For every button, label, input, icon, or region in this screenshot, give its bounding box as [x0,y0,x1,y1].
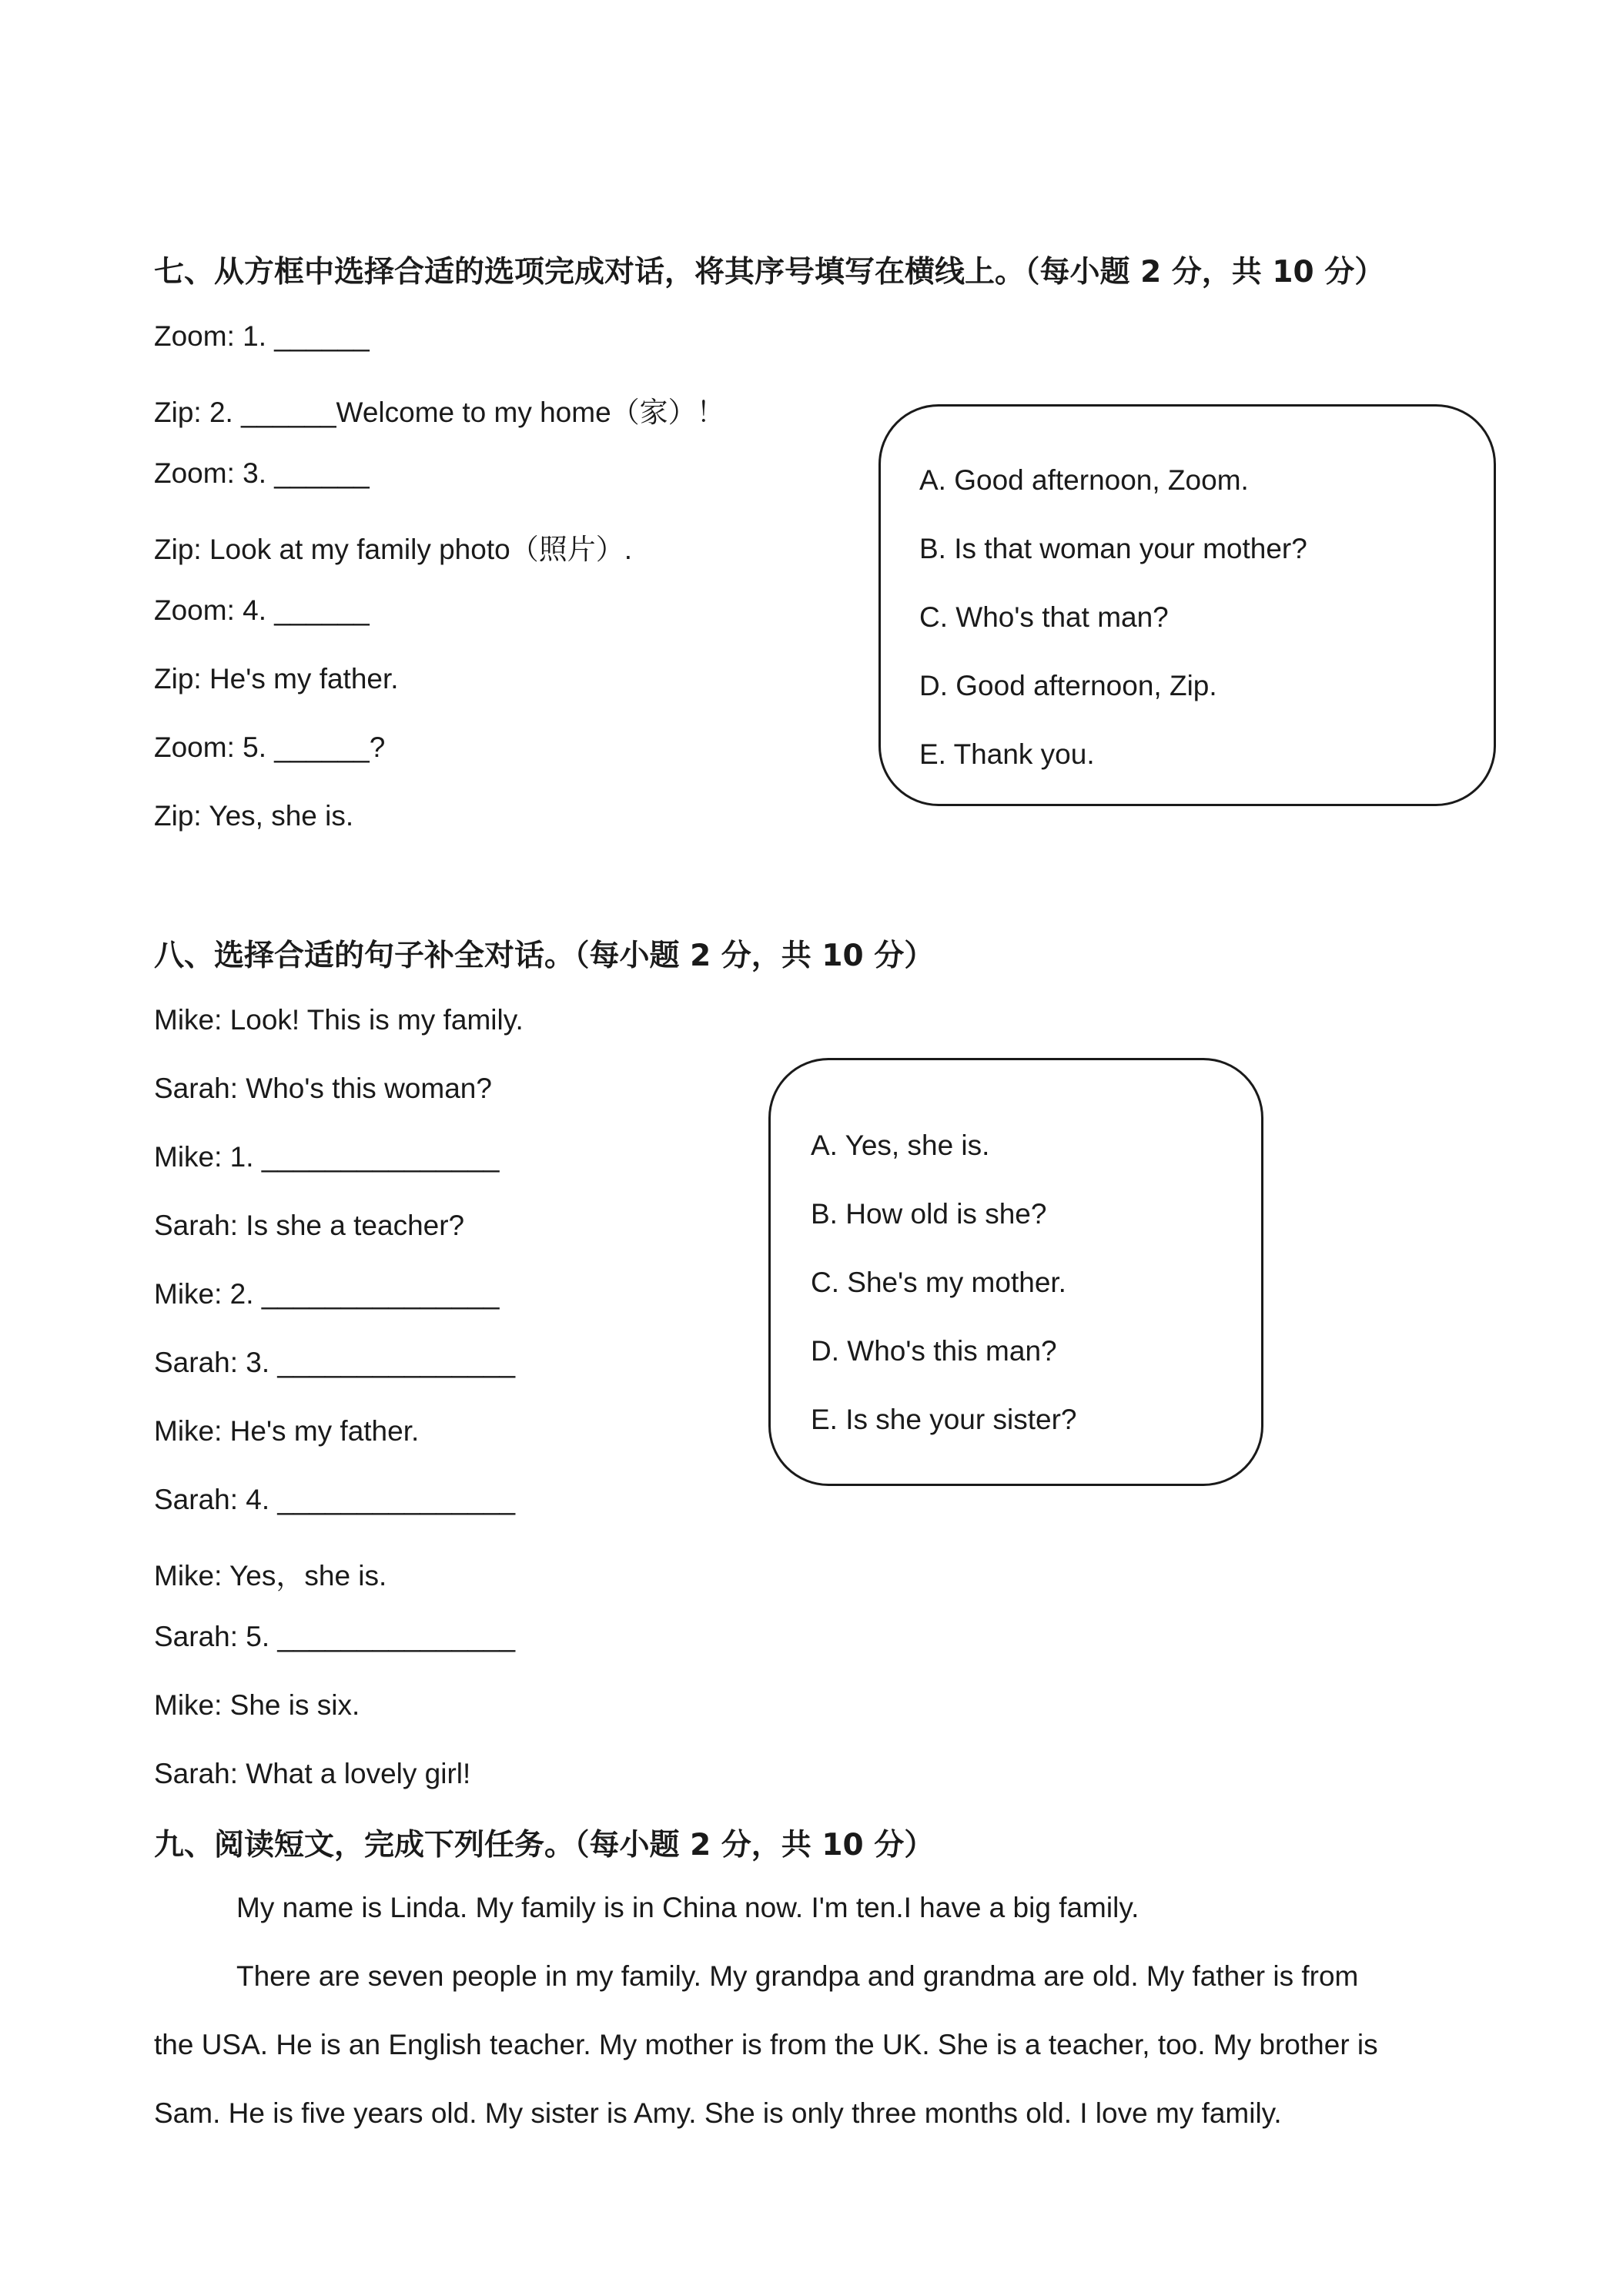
section8-dialogue-line: Sarah: 4. _______________ [154,1484,516,1515]
section8-dialogue-line: Sarah: 5. _______________ [154,1621,516,1652]
section8-dialogue-line: Sarah: What a lovely girl! [154,1758,471,1789]
section8-dialogue-line: Mike: Yes，she is. [154,1560,387,1591]
section8-dialogue-line: Sarah: Is she a teacher? [154,1210,465,1241]
section7-dialogue-line: Zip: Yes, she is. [154,800,354,832]
section7-dialogue-line: Zip: He's my father. [154,663,399,694]
section8-heading: 八、选择合适的句子补全对话。（每小题 2 分，共 10 分） [154,939,935,973]
section8-dialogue-line: Mike: 2. _______________ [154,1278,500,1310]
section7-option: D. Good afternoon, Zip. [919,670,1217,701]
section8-dialogue-line: Sarah: 3. _______________ [154,1347,516,1378]
section7-option: C. Who's that man? [919,601,1169,633]
section8-option: B. How old is she? [811,1198,1047,1230]
section8-dialogue-line: Mike: She is six. [154,1689,360,1721]
section8-dialogue-line: Sarah: Who's this woman? [154,1073,492,1104]
section8-dialogue-line: Mike: He's my father. [154,1415,420,1447]
section7-dialogue-line: Zoom: 1. ______ [154,320,370,352]
section8-option: D. Who's this man? [811,1335,1057,1367]
section8-dialogue-line: Mike: Look! This is my family. [154,1004,524,1036]
reading-passage-line: My name is Linda. My family is in China now. I'm ten.I have a big family. [236,1892,1139,1923]
reading-passage-line: Sam. He is five years old. My sister is Amy. She is only three months old. I love my family. [154,2097,1282,2129]
section7-dialogue-line: Zoom: 5. ______? [154,731,386,763]
section8-option: A. Yes, she is. [811,1130,990,1161]
section7-option: E. Thank you. [919,738,1095,770]
section7-dialogue-line: Zip: Look at my family photo（照片）. [154,534,632,565]
reading-passage-line: There are seven people in my family. My grandpa and grandma are old. My father is from [236,1960,1359,1992]
section8-option: E. Is she your sister? [811,1404,1077,1435]
section7-dialogue-line: Zip: 2. ______Welcome to my home（家）！ [154,397,725,428]
section7-option: A. Good afternoon, Zoom. [919,464,1249,496]
reading-passage-line: the USA. He is an English teacher. My mother is from the UK. She is a teacher, too. My brother is [154,2029,1378,2060]
section7-dialogue-line: Zoom: 3. ______ [154,457,370,489]
section8-option: C. She's my mother. [811,1267,1066,1298]
section8-dialogue-line: Mike: 1. _______________ [154,1141,500,1173]
section7-heading: 七、从方框中选择合适的选项完成对话，将其序号填写在横线上。（每小题 2 分，共 10 分） [154,255,1385,290]
section7-dialogue-line: Zoom: 4. ______ [154,594,370,626]
section9-heading: 九、阅读短文，完成下列任务。（每小题 2 分，共 10 分） [154,1828,935,1863]
section7-option: B. Is that woman your mother? [919,533,1307,564]
